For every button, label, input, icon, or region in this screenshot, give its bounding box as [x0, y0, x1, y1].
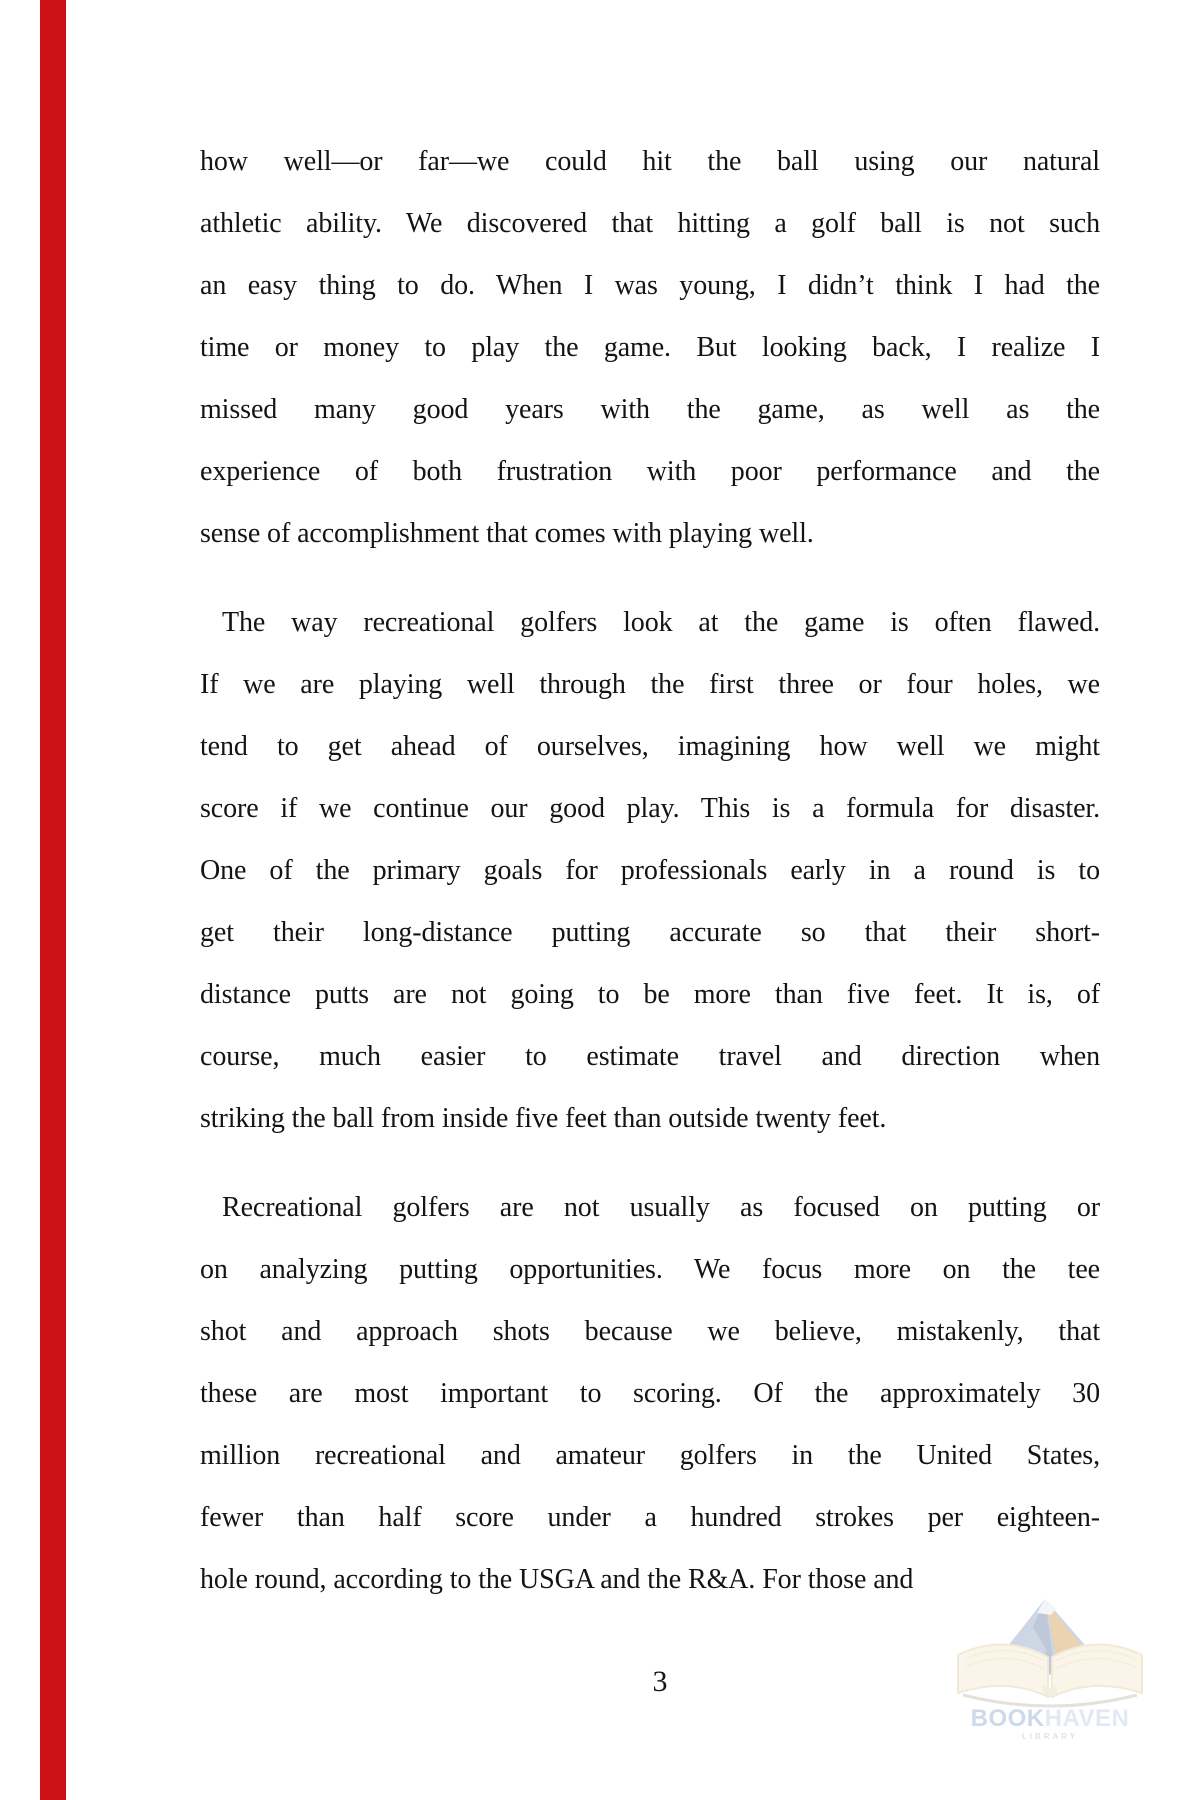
- text-line: million recreational and amateur golfers in the United States,: [200, 1440, 1100, 1471]
- text-line: on analyzing putting opportunities. We focus more on the tee: [200, 1254, 1100, 1285]
- text-line: shot and approach shots because we believe, mistakenly, that: [200, 1316, 1100, 1347]
- text-line: these are most important to scoring. Of the approximately 30: [200, 1378, 1100, 1409]
- brand-haven-text: HAVEN: [1044, 1705, 1130, 1732]
- text-line: score if we continue our good play. This is a formula for disaster.: [200, 793, 1100, 824]
- text-line: get their long-distance putting accurate so that their short-: [200, 917, 1100, 948]
- text-line: striking the ball from inside five feet than outside twenty feet.: [200, 1103, 887, 1134]
- bookhaven-logo-icon: [955, 1593, 1145, 1743]
- text-line: If we are playing well through the first three or four holes, we: [200, 669, 1100, 700]
- page-number: 3: [652, 1665, 668, 1698]
- text-line: distance putts are not going to be more than five feet. It is, of: [200, 979, 1100, 1010]
- left-edge-accent-bar: [40, 0, 66, 1800]
- text-line: time or money to play the game. But looking back, I realize I: [200, 332, 1100, 363]
- book-left-page-icon: [958, 1644, 1048, 1697]
- text-line: tend to get ahead of ourselves, imagining how well we might: [200, 731, 1100, 762]
- text-block: [200, 131, 1100, 1611]
- book-right-page-icon: [1052, 1644, 1142, 1697]
- text-line: experience of both frustration with poor performance and the: [200, 456, 1100, 487]
- bookhaven-watermark: [955, 1593, 1145, 1743]
- text-line: how well—or far—we could hit the ball using our natural: [200, 146, 1100, 177]
- paragraph: [200, 592, 1100, 1150]
- text-line: sense of accomplishment that comes with playing well.: [200, 518, 814, 549]
- paragraph: [200, 131, 1100, 565]
- text-line: The way recreational golfers look at the game is often flawed.: [222, 607, 1100, 638]
- text-line: missed many good years with the game, as well as the: [200, 394, 1100, 425]
- brand-text: [971, 1705, 1130, 1732]
- text-line: One of the primary goals for professionals early in a round is to: [200, 855, 1100, 886]
- text-line: Recreational golfers are not usually as focused on putting or: [222, 1192, 1100, 1223]
- text-line: hole round, according to the USGA and the R&A. For those and: [200, 1564, 914, 1595]
- brand-book-text: BOOK: [970, 1705, 1045, 1732]
- text-line: fewer than half score under a hundred strokes per eighteen-: [200, 1502, 1100, 1533]
- text-line: course, much easier to estimate travel and direction when: [200, 1041, 1100, 1072]
- brand-tagline-text: LIBRARY: [1021, 1732, 1079, 1741]
- text-line: athletic ability. We discovered that hitting a golf ball is not such: [200, 208, 1100, 239]
- paragraph: [200, 1177, 1100, 1611]
- text-line: an easy thing to do. When I was young, I didn’t think I had the: [200, 270, 1100, 301]
